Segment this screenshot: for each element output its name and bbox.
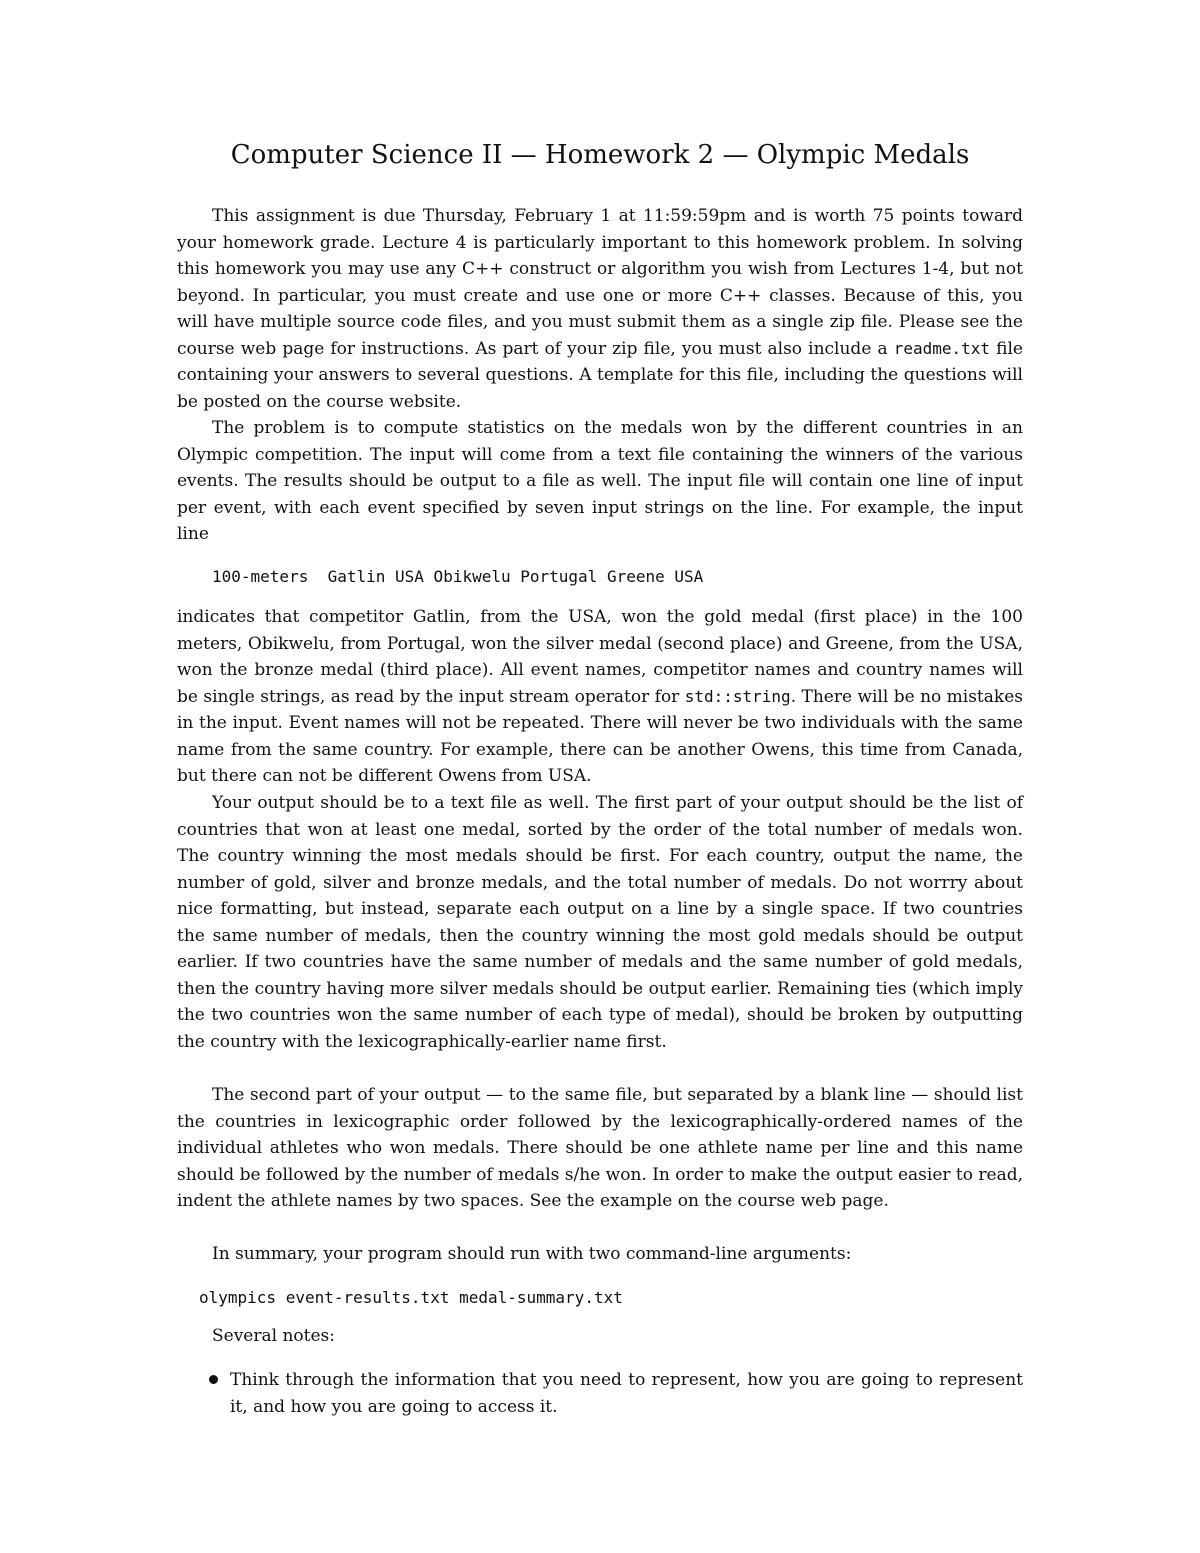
notes-heading: Several notes:: [212, 1326, 336, 1346]
paragraph-text: file containing your answers to several questions. A template for this file, including the questions will be posted on the course website.: [177, 338, 1023, 412]
paragraph-assignment-info: [177, 203, 1023, 415]
note-list-item: [177, 1367, 1023, 1423]
note-text: Think through the information that you need to represent, how you are going to represent it, and how you are going to access it.: [230, 1370, 1023, 1417]
command-line-example: olympics event-results.txt medal-summary.txt: [199, 1288, 623, 1307]
paragraph-summary: In summary, your program should run with two command-line arguments:: [212, 1244, 852, 1264]
inline-code-std-string: std::string: [684, 686, 791, 706]
inline-code-readme: readme.txt: [893, 338, 991, 358]
bullet-icon: [209, 1375, 218, 1384]
paragraph-text: indicates that competitor Gatlin, from the USA, won the gold medal (first place) in the 100 meters, Obikwelu, from Portugal, won the silver medal (second place) and Greene, from the USA, won the bronze medal (third place). All event names, competitor names and country names will be single strings, as read by the input stream operator for: [177, 607, 1023, 707]
paragraph-text: This assignment is due Thursday, February 1 at 11:59:59pm and is worth 75 points toward your homework grade. Lecture 4 is particularly important to this homework problem. In solving this homework you may use any C++ construct or algorithm you wish from Lectures 1-4, but not beyond. In particular, you must create and use one or more C++ classes. Because of this, you will have multiple source code files, and you must submit them as a single zip file. Please see the course web page for instructions. As part of your zip file, you must also include a: [177, 206, 1023, 359]
paragraph-input-explanation: [177, 604, 1023, 790]
paragraph-output-part-one: Your output should be to a text file as well. The first part of your output should be the list of countries that won at least one medal, sorted by the order of the total number of medals won. The country winning the most medals should be first. For each country, output the name, the number of gold, silver and bronze medals, and the total number of medals. Do not worrry about nice formatting, but instead, separate each output on a line by a single space. If two countries the same number of medals, then the country winning the most gold medals should be output earlier. If two countries have the same number of medals and the same number of gold medals, then the country having more silver medals should be output earlier. Remaining ties (which imply the two countries won the same number of each type of medal), should be broken by outputting the country with the lexicographically-earlier name first.: [177, 793, 1023, 1052]
paragraph-text: . There will be no mistakes in the input. Event names will not be repeated. There will never be two individuals with the same name from the same country. For example, there can be another Owens, this time from Canada, but there can not be different Owens from USA.: [177, 686, 1023, 786]
paragraph-output-part-two: The second part of your output — to the same file, but separated by a blank line — should list the countries in lexicographic order followed by the lexicographically-ordered names of the individual athletes who won medals. There should be one athlete name per line and this name should be followed by the number of medals s/he won. In order to make the output easier to read, indent the athlete names by two spaces. See the example on the course web page.: [177, 1085, 1023, 1211]
page-title: Computer Science II — Homework 2 — Olympic Medals: [230, 140, 970, 170]
example-input-line: 100-meters Gatlin USA Obikwelu Portugal Greene USA: [212, 567, 704, 586]
paragraph-problem-statement: The problem is to compute statistics on the medals won by the different countries in an Olympic competition. The input will come from a text file containing the winners of the various events. The results should be output to a file as well. The input file will contain one line of input per event, with each event specified by seven input strings on the line. For example, the input line: [177, 418, 1023, 544]
